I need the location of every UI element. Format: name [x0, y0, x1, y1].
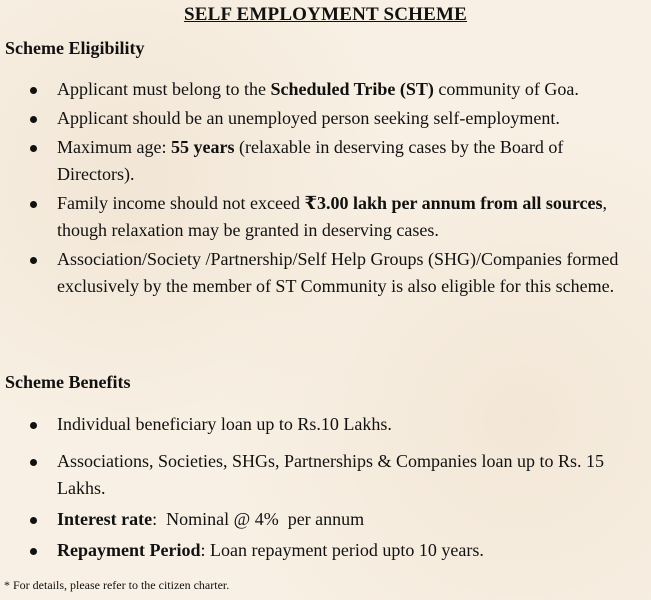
bullet-icon: [30, 116, 37, 123]
benefits-heading: Scheme Benefits: [5, 372, 131, 392]
bullet-icon: [30, 459, 37, 466]
benefit-item: Repayment Period: Loan repayment period upto 10 years.: [25, 537, 645, 564]
bullet-icon: [30, 517, 37, 524]
bullet-icon: [30, 548, 37, 555]
eligibility-item: Association/Society /Partnership/Self Help Groups (SHG)/Companies formed exclusively by the member of ST Community is also eligible for this scheme.: [25, 246, 645, 300]
bullet-icon: [30, 87, 37, 94]
bullet-icon: [30, 145, 37, 152]
bullet-icon: [30, 257, 37, 264]
eligibility-item: Applicant should be an unemployed person seeking self-employment.: [25, 105, 645, 132]
benefit-item: Interest rate: Nominal @ 4% per annum: [25, 506, 645, 533]
eligibility-item: Maximum age: 55 years (relaxable in deserving cases by the Board of Directors).: [25, 134, 645, 188]
benefit-item: Individual beneficiary loan up to Rs.10 Lakhs.: [25, 411, 645, 438]
page-title: SELF EMPLOYMENT SCHEME: [183, 4, 468, 25]
eligibility-item: Applicant must belong to the Scheduled Tribe (ST) community of Goa.: [25, 76, 645, 103]
bullet-icon: [30, 201, 37, 208]
benefit-item: Associations, Societies, SHGs, Partnerships & Companies loan up to Rs. 15 Lakhs.: [25, 448, 645, 502]
eligibility-heading: Scheme Eligibility: [5, 38, 145, 58]
eligibility-item: Family income should not exceed ₹3.00 lakh per annum from all sources, though relaxation may be granted in deserving cases.: [25, 190, 645, 244]
footnote: * For details, please refer to the citizen charter.: [4, 578, 230, 592]
benefits-list: [25, 411, 645, 574]
bullet-icon: [30, 422, 37, 429]
eligibility-list: [25, 76, 645, 302]
